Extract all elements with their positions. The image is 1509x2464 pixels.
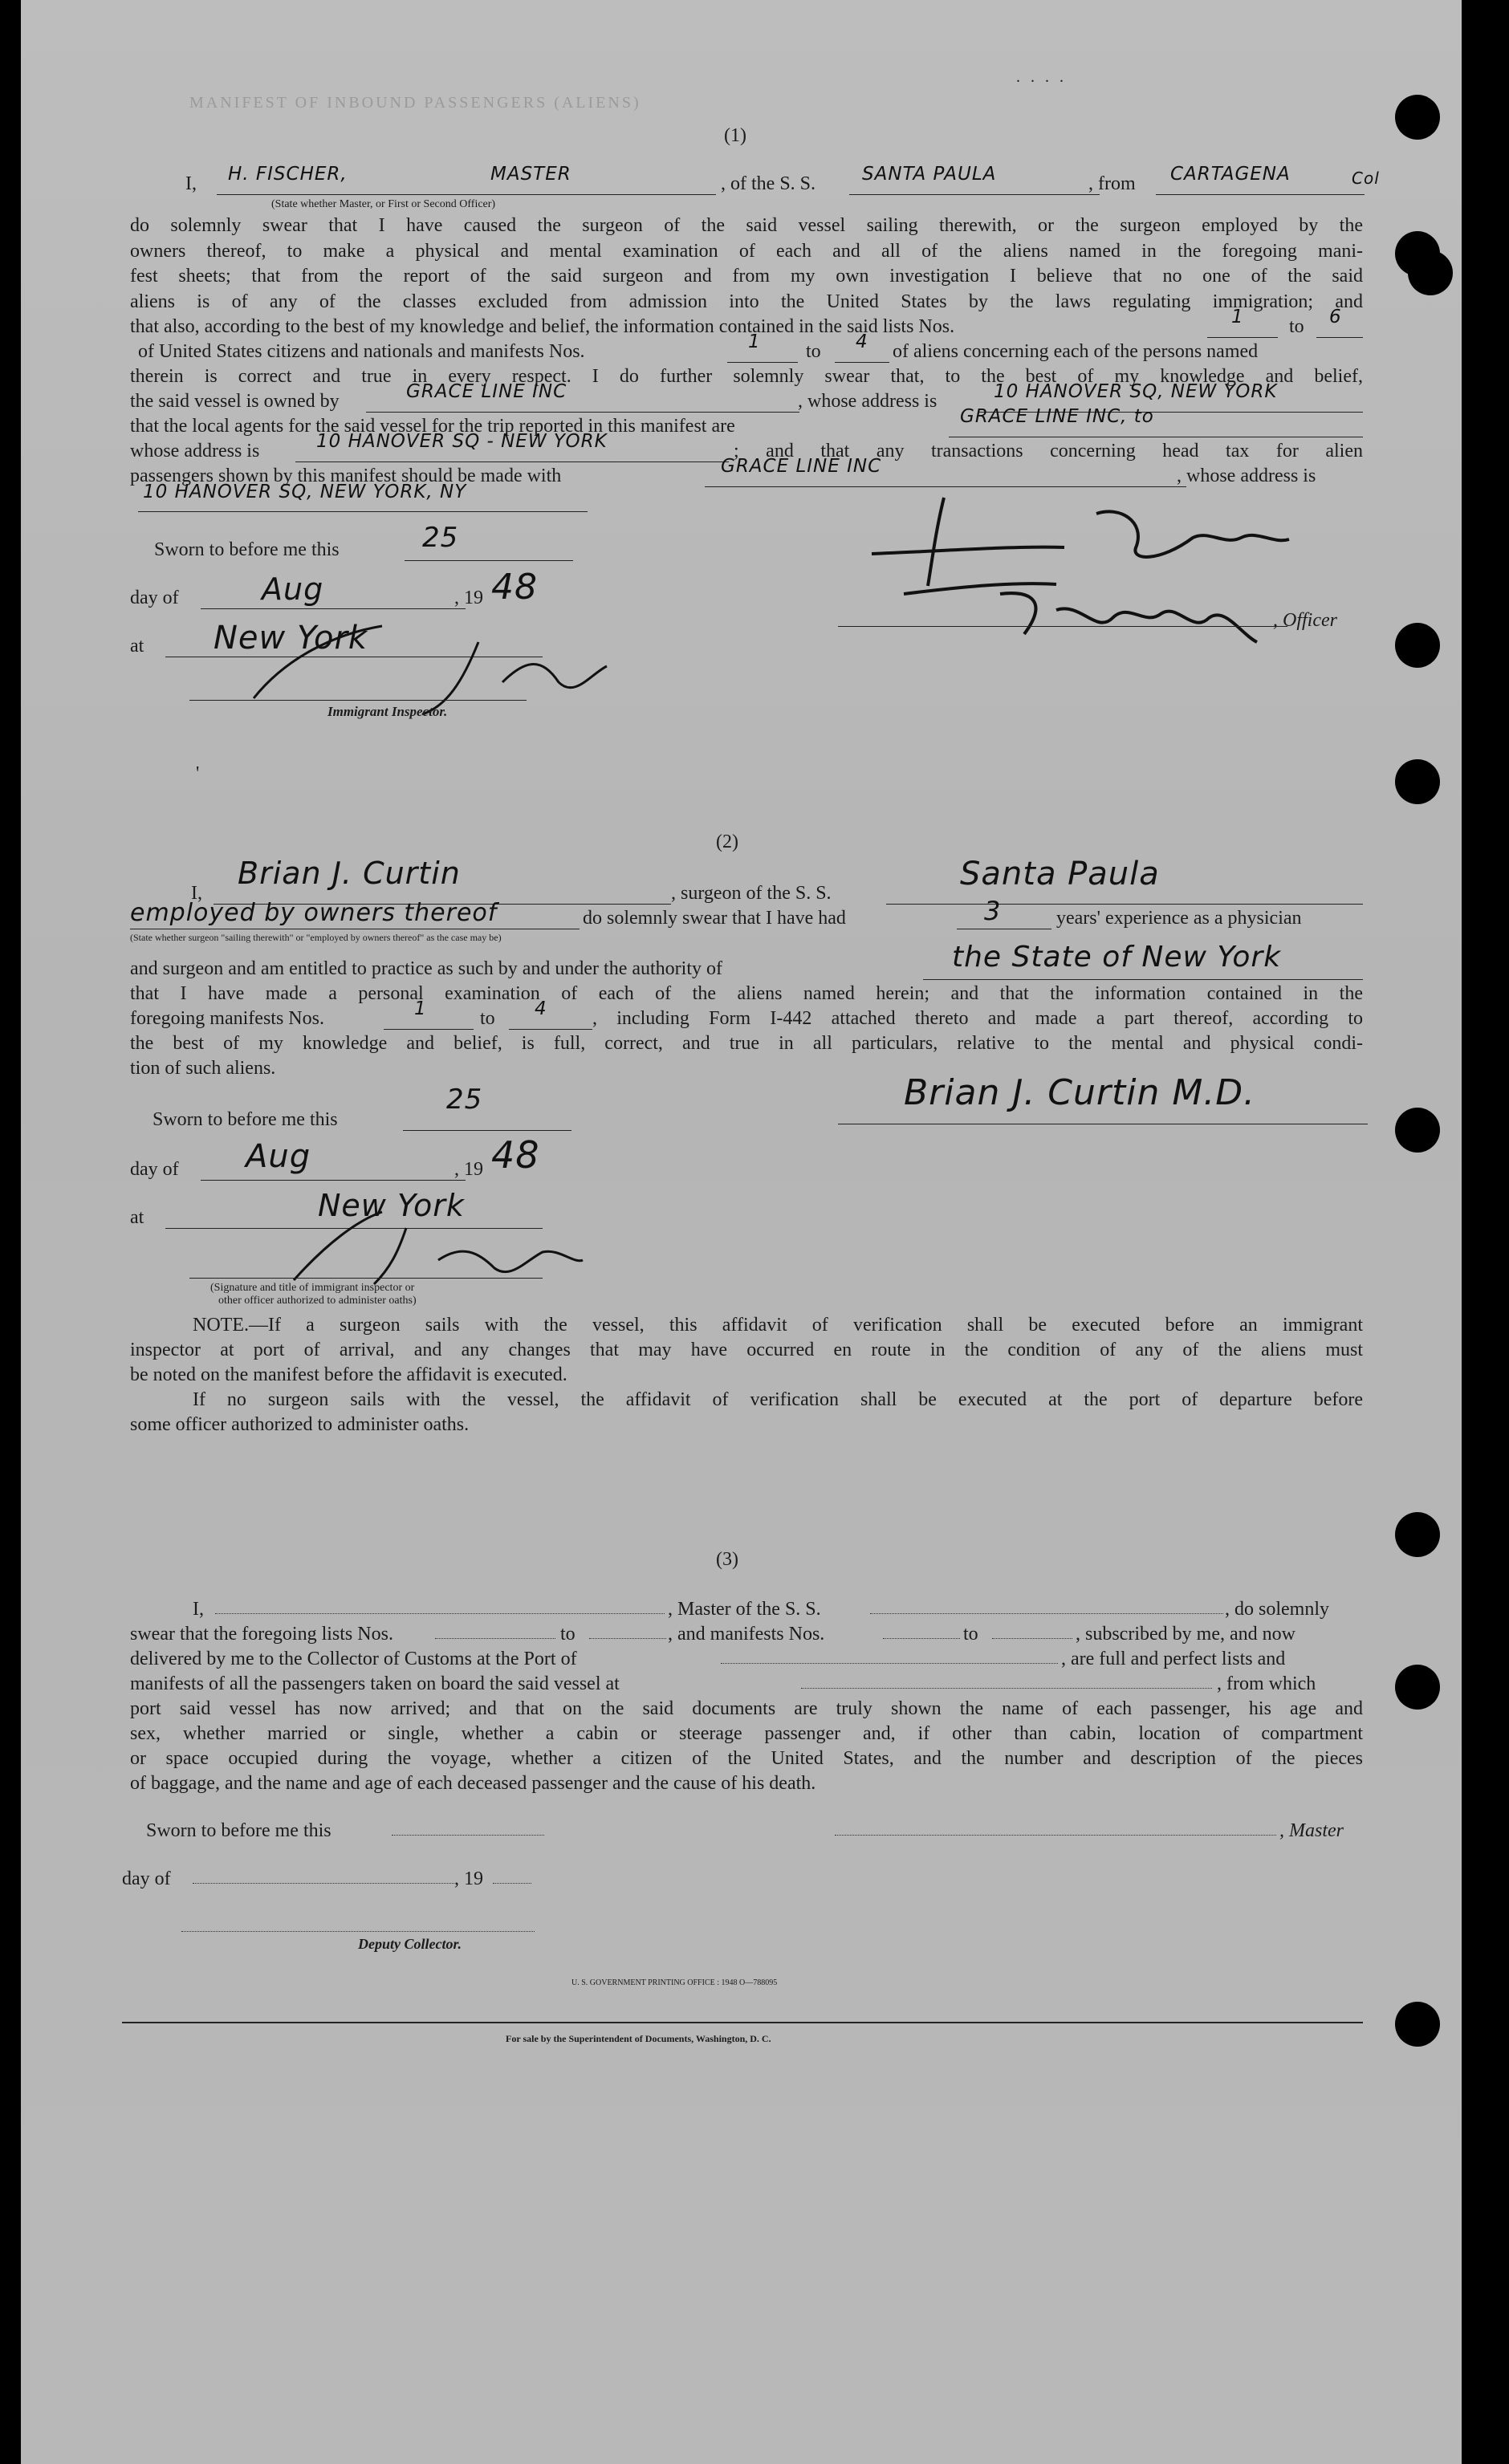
s2-manifests-from-line xyxy=(384,1029,474,1030)
gpo-imprint: U. S. GOVERNMENT PRINTING OFFICE : 1948 O—788095 xyxy=(571,1978,778,1987)
s1-line: therein is correct and true in every respect. I do further solemnly swear that, to the best of my knowledge and belief, xyxy=(130,366,1363,387)
owner-address: 10 HANOVER SQ, NEW YORK xyxy=(994,381,1278,402)
punch-hole xyxy=(1395,1108,1440,1153)
master-name: H. FISCHER, xyxy=(228,164,348,185)
s3-manifests-label: , and manifests Nos. xyxy=(668,1624,825,1645)
manifests-from: 1 xyxy=(748,331,761,352)
head-tax-address-line xyxy=(138,511,588,512)
authority: the State of New York xyxy=(952,941,1282,974)
head-tax-tail: , whose address is xyxy=(1177,466,1316,486)
agents-address: 10 HANOVER SQ - NEW YORK xyxy=(316,431,608,452)
s2-sig-caption-1: (Signature and title of immigrant inspector or xyxy=(210,1282,415,1294)
s3-taken-label: manifests of all the passengers taken on board the said vessel at xyxy=(130,1673,620,1694)
s2-sworn-day-line xyxy=(403,1130,571,1131)
officer-signature-line xyxy=(838,626,1287,627)
s1-place: New York xyxy=(214,620,368,657)
s2-vessel-line xyxy=(886,904,1363,905)
s1-inspector-line xyxy=(189,700,527,701)
agents-label: that the local agents for the said vessel for the trip reported in this manifest are xyxy=(130,416,735,437)
of-ss-label: , of the S. S. xyxy=(721,173,816,194)
s3-do-solemnly: , do solemnly xyxy=(1225,1599,1329,1620)
agents-address-line xyxy=(295,461,729,462)
s2-at-label: at xyxy=(130,1207,144,1228)
s3-master-of-ss: , Master of the S. S. xyxy=(668,1599,821,1620)
s3-year-blank[interactable] xyxy=(493,1883,531,1884)
s2-manifests-from: 1 xyxy=(414,998,427,1019)
s2-sworn-day: 25 xyxy=(446,1084,483,1116)
vessel-line xyxy=(849,194,1100,195)
header-dots: . . . . xyxy=(1016,68,1067,86)
head-tax-address: 10 HANOVER SQ, NEW YORK, NY xyxy=(143,482,467,502)
punch-hole xyxy=(1408,250,1453,295)
s2-year: 48 xyxy=(491,1133,540,1177)
s1-month: Aug xyxy=(262,571,324,607)
s2-caption: (State whether surgeon "sailing therewith" or "employed by owners thereof" as the case may be) xyxy=(130,932,502,943)
s3-manifests-from-blank[interactable] xyxy=(883,1638,960,1639)
owned-by-label: the said vessel is owned by xyxy=(130,391,340,412)
s3-manifests-to-label: to xyxy=(963,1624,978,1645)
s1-month-line xyxy=(201,608,466,609)
s2-manifests-to-label: to xyxy=(480,1008,495,1029)
years-tail: years' experience as a physician xyxy=(1056,908,1302,929)
for-sale-note: For sale by the Superintendent of Documents, Washington, D. C. xyxy=(506,2033,771,2044)
s2-manifests-tail: , including Form I-442 attached thereto and made a part thereof, according to xyxy=(592,1008,1363,1029)
s3-sworn-label: Sworn to before me this xyxy=(146,1820,331,1841)
s3-master-blank[interactable] xyxy=(215,1613,665,1614)
owner-line xyxy=(366,412,799,413)
authority-label: and surgeon and am entitled to practice as such by and under the authority of xyxy=(130,958,722,979)
s2-inspector-signature xyxy=(262,1204,599,1292)
local-agents: GRACE LINE INC, to xyxy=(960,406,1154,427)
employed-note: employed by owners thereof xyxy=(130,899,498,927)
note-line: NOTE.—If a surgeon sails with the vessel, this affidavit of verification shall be executed before an immigrant xyxy=(193,1315,1363,1336)
deputy-collector-label: Deputy Collector. xyxy=(358,1936,462,1952)
s2-year-prefix: , 19 xyxy=(454,1159,483,1180)
s1-year: 48 xyxy=(491,567,538,608)
s3-day-of-label: day of xyxy=(122,1868,171,1889)
s1-sworn-day-line xyxy=(405,560,573,561)
note-line: some officer authorized to administer oaths. xyxy=(130,1414,470,1435)
authority-line xyxy=(923,979,1363,980)
s3-line: port said vessel has now arrived; and that on the said documents are truly shown the name of each passenger, his age and xyxy=(130,1698,1363,1719)
s3-sworn-day-blank[interactable] xyxy=(392,1835,544,1836)
section-1-number: (1) xyxy=(724,125,746,146)
s2-vessel: Santa Paula xyxy=(960,856,1160,892)
lists-to-label: to xyxy=(1289,316,1304,337)
s3-from-which: , from which xyxy=(1217,1673,1316,1694)
s3-deputy-blank[interactable] xyxy=(181,1931,535,1932)
stray-mark: ' xyxy=(196,763,200,784)
s3-manifests-to-blank[interactable] xyxy=(992,1638,1072,1639)
s1-at-label: at xyxy=(130,636,144,657)
departure-port: CARTAGENA xyxy=(1170,164,1291,185)
agents-tail: ; and that any transactions concerning head tax for alien xyxy=(734,441,1363,461)
manifest-form-sheet xyxy=(21,0,1462,2464)
s3-subscribed: , subscribed by me, and now xyxy=(1076,1624,1295,1645)
punch-hole xyxy=(1395,2002,1440,2047)
punch-hole xyxy=(1395,1665,1440,1710)
inspector-caption: Immigrant Inspector. xyxy=(327,704,448,719)
s2-line: the best of my knowledge and belief, is full, correct, and true in all particulars, relative to the mental and physical condi- xyxy=(130,1033,1363,1054)
note-line: If no surgeon sails with the vessel, the affidavit of verification shall be executed at the port of departure before xyxy=(193,1389,1363,1410)
s3-vessel-blank[interactable] xyxy=(870,1613,1223,1614)
s2-sworn-label: Sworn to before me this xyxy=(153,1109,338,1130)
s3-lists-label: swear that the foregoing lists Nos. xyxy=(130,1624,393,1645)
punch-hole xyxy=(1395,759,1440,804)
s2-line: tion of such aliens. xyxy=(130,1058,276,1079)
s2-inspector-line xyxy=(189,1278,543,1279)
head-tax-party: GRACE LINE INC xyxy=(721,456,882,477)
s1-line: owners thereof, to make a physical and mental examination of each and all of the aliens named in the foregoing mani- xyxy=(130,240,1363,262)
section-3-number: (3) xyxy=(716,1549,738,1570)
s2-place: New York xyxy=(318,1188,465,1223)
manifests-to: 4 xyxy=(856,331,868,352)
from-label: , from xyxy=(1088,173,1136,194)
s1-sworn-day: 25 xyxy=(422,522,459,554)
footer-rule xyxy=(122,2022,1363,2023)
s3-line: of baggage, and the name and age of each deceased passenger and the cause of his death. xyxy=(130,1773,816,1794)
s3-master-signature-blank[interactable] xyxy=(835,1835,1276,1836)
s2-manifests-to-line xyxy=(509,1029,592,1030)
section-2-number: (2) xyxy=(716,831,738,852)
years-experience: 3 xyxy=(984,896,1002,926)
s1-line: do solemnly swear that I have caused the surgeon of the said vessel sailing therewith, or the surgeon employed by the xyxy=(130,215,1363,236)
s1-i-label: I, xyxy=(185,173,197,194)
s1-line: aliens is of any of the classes excluded from admission into the United States by the laws regulating immigration; and xyxy=(130,291,1363,312)
s2-month: Aug xyxy=(246,1138,311,1175)
s1-day-of-label: day of xyxy=(130,588,179,608)
s1-body xyxy=(130,213,1363,315)
s3-line: or space occupied during the voyage, whether a citizen of the United States, and the number and description of the pieces xyxy=(130,1748,1363,1769)
punch-hole xyxy=(1395,1512,1440,1557)
s1-manifests-text: of United States citizens and nationals and manifests Nos. xyxy=(138,341,585,362)
lists-from: 1 xyxy=(1231,307,1244,327)
vessel-owner: GRACE LINE INC xyxy=(406,381,567,402)
rank-caption: (State whether Master, or First or Second Officer) xyxy=(271,198,496,210)
surgeon-of-ss-label: , surgeon of the S. S. xyxy=(671,883,832,904)
s3-full-perfect: , are full and perfect lists and xyxy=(1061,1649,1286,1669)
master-rank: MASTER xyxy=(490,164,571,185)
s2-day-of-label: day of xyxy=(130,1159,179,1180)
punch-hole xyxy=(1395,623,1440,668)
swear-text: do solemnly swear that I have had xyxy=(583,908,846,929)
surgeon-name: Brian J. Curtin xyxy=(238,856,461,891)
faint-header-text: MANIFEST OF INBOUND PASSENGERS (ALIENS) xyxy=(189,94,641,112)
head-tax-label: passengers shown by this manifest should be made with xyxy=(130,466,562,486)
s2-i-label: I, xyxy=(191,883,202,904)
owner-address-label: , whose address is xyxy=(798,391,938,412)
lists-to-line xyxy=(1316,337,1363,338)
s3-port-label: delivered by me to the Collector of Customs at the Port of xyxy=(130,1649,577,1669)
note-line: inspector at port of arrival, and any changes that may have occurred en route in the condition of any of the aliens must xyxy=(130,1340,1363,1360)
port-line xyxy=(1156,194,1365,195)
master-name-line xyxy=(217,194,716,195)
punch-hole xyxy=(1395,95,1440,140)
port-suffix: Col xyxy=(1352,169,1380,188)
s3-year-prefix: , 19 xyxy=(454,1868,483,1889)
s3-port-blank[interactable] xyxy=(721,1663,1058,1664)
s2-manifests-to: 4 xyxy=(535,998,547,1019)
manifests-tail: of aliens concerning each of the persons named xyxy=(893,341,1259,362)
s2-line: that I have made a personal examination of each of the aliens named herein; and that the information contained in the xyxy=(130,983,1363,1004)
manifests-from-line xyxy=(727,362,798,363)
lists-to: 6 xyxy=(1329,307,1342,327)
s3-lists-from-blank[interactable] xyxy=(435,1638,555,1639)
s1-year-prefix: , 19 xyxy=(454,588,483,608)
s3-month-blank[interactable] xyxy=(193,1883,454,1884)
s3-i-label: I, xyxy=(193,1599,204,1620)
lists-from-line xyxy=(1207,337,1278,338)
s2-month-line xyxy=(201,1180,466,1181)
surgeon-signature: Brian J. Curtin M.D. xyxy=(904,1072,1256,1113)
s2-manifests-label: foregoing manifests Nos. xyxy=(130,1008,324,1029)
manifests-to-label: to xyxy=(806,341,821,362)
note-line: be noted on the manifest before the affidavit is executed. xyxy=(130,1364,567,1385)
agents-address-label: whose address is xyxy=(130,441,260,461)
s2-sig-caption-2: other officer authorized to administer oaths) xyxy=(218,1295,417,1307)
s3-lists-to-blank[interactable] xyxy=(589,1638,666,1639)
s3-lists-to-label: to xyxy=(560,1624,576,1645)
s3-master-label: , Master xyxy=(1279,1820,1344,1841)
s1-lists-text: that also, according to the best of my knowledge and belief, the information contained in the said lists Nos. xyxy=(130,316,955,337)
s3-departure-blank[interactable] xyxy=(801,1688,1212,1689)
s1-line: fest sheets; that from the report of the said surgeon and from my own investigation I believe that no one of the said xyxy=(130,266,1363,287)
s1-sworn-label: Sworn to before me this xyxy=(154,539,340,560)
s3-line: sex, whether married or single, whether a cabin or steerage passenger and, if other than cabin, location of compartment xyxy=(130,1723,1363,1744)
manifests-to-line xyxy=(835,362,889,363)
officer-label: , Officer xyxy=(1273,610,1337,631)
vessel-name: SANTA PAULA xyxy=(862,164,997,185)
